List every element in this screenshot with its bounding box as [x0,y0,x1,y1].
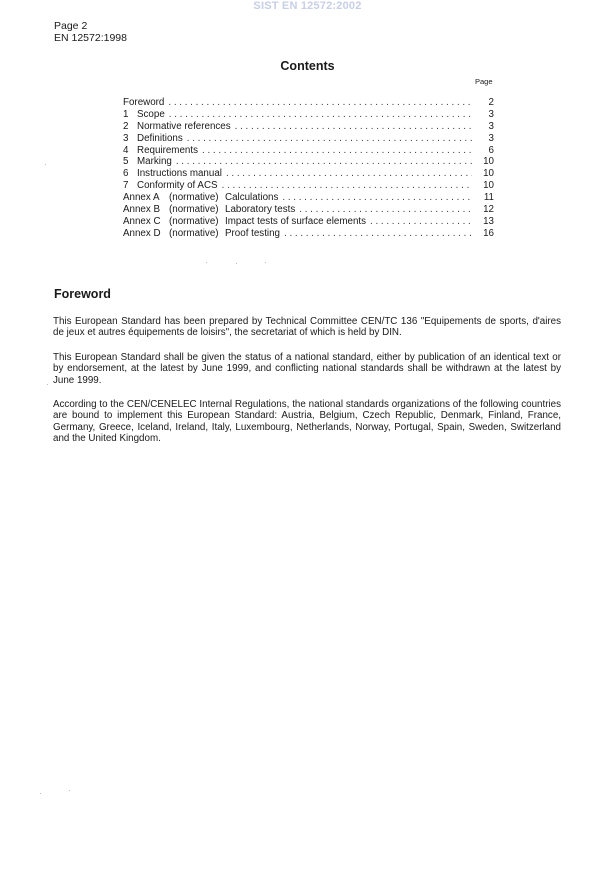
toc-entry-number: 1 [123,108,129,120]
foreword-paragraph: According to the CEN/CENELEC Internal Regulations, the national standards organizations of the following countries are bound to implement this European Standard: Austria, Belgium, Czech Republic, Denmark, Finland, France, Germany, Greece, Iceland, Ireland, Italy, Luxembourg, Netherlands, Norway, Portugal, Spain, Sweden, Switzerland and the United Kingdom. [53,399,561,445]
scan-speck [45,164,46,165]
toc-entry-title: Foreword [123,97,165,108]
toc-leader [176,156,472,168]
toc-entry-number: 7 [123,180,129,192]
toc-annex-label: Annex A [123,192,160,204]
standard-id: EN 12572:1998 [54,32,127,44]
toc-entry-conformity[interactable] [123,180,494,192]
toc-entry-page: 10 [483,168,494,180]
toc-entry-annex-c[interactable] [123,216,494,228]
toc-entry-page: 12 [483,204,494,216]
table-of-contents [123,97,494,240]
contents-title: Contents [280,59,335,73]
toc-entry-title: Instructions manual [137,168,222,180]
toc-leader [169,109,472,121]
toc-entry-title: Requirements [137,144,198,156]
toc-entry-title: Conformity of ACS [137,180,218,192]
toc-entry-page: 2 [488,97,494,108]
toc-entry-title: Calculations [225,192,279,204]
scan-speck [40,793,41,794]
toc-entry-title: Normative references [137,120,231,132]
toc-entry-annex-b[interactable] [123,204,494,216]
toc-leader [370,216,472,228]
toc-entry-page: 6 [488,144,494,156]
toc-entry-title: Marking [137,156,172,168]
watermark: SIST EN 12572:2002 [253,0,362,12]
foreword-heading: Foreword [54,287,111,301]
toc-entry-requirements[interactable] [123,145,494,157]
toc-leader [226,168,472,180]
toc-entry-number: 5 [123,156,129,168]
toc-leader [168,97,472,109]
scan-speck [236,263,237,264]
toc-entry-page: 16 [483,227,494,239]
toc-entry-definitions[interactable] [123,133,494,145]
toc-entry-number: 4 [123,144,129,156]
toc-entry-number: 3 [123,132,129,144]
toc-leader [299,204,472,216]
page-header [54,20,127,44]
toc-leader [284,228,472,240]
scan-speck [206,262,207,263]
toc-entry-page: 11 [483,192,494,204]
toc-entry-page: 13 [483,215,494,227]
toc-annex-label: Annex B [123,204,161,216]
foreword-paragraph: This European Standard has been prepared by Technical Committee CEN/TC 136 "Equipements de sports, d'aires de jeux et autres équipements de loisirs", the secretariat of which is held by DIN. [53,316,561,339]
toc-entry-instructions-manual[interactable] [123,168,494,180]
toc-annex-kind: (normative) [169,204,219,216]
toc-entry-annex-d[interactable] [123,228,494,240]
toc-entry-title: Scope [137,108,165,120]
toc-leader [202,145,472,157]
toc-annex-label: Annex C [123,215,161,227]
toc-annex-kind: (normative) [169,215,219,227]
page-number: Page 2 [54,20,88,32]
toc-entry-page: 3 [488,132,494,144]
toc-leader [222,180,472,192]
toc-annex-label: Annex D [123,227,161,239]
toc-entry-page: 3 [488,120,494,132]
foreword-paragraph: This European Standard shall be given the status of a national standard, either by publication of an identical text or by endorsement, at the latest by June 1999, and conflicting national standards shall be withdrawn at the latest by June 1999. [53,352,561,386]
toc-entry-normative-references[interactable] [123,121,494,133]
page-column-label: Page [475,77,493,86]
toc-leader [282,192,472,204]
toc-entry-title: Definitions [137,132,183,144]
toc-leader [235,121,472,133]
toc-entry-title: Impact tests of surface elements [225,215,367,227]
toc-entry-title: Laboratory tests [225,204,296,216]
toc-entry-title: Proof testing [225,227,281,239]
scan-speck [47,384,48,385]
scan-speck [69,790,70,791]
toc-annex-kind: (normative) [169,227,219,239]
toc-entry-number: 6 [123,168,129,180]
toc-entry-marking[interactable] [123,156,494,168]
toc-annex-kind: (normative) [169,192,219,204]
toc-entry-scope[interactable] [123,109,494,121]
scan-speck [265,262,266,263]
toc-entry-page: 10 [483,156,494,168]
toc-entry-annex-a[interactable] [123,192,494,204]
toc-entry-page: 10 [483,180,494,192]
toc-entry-number: 2 [123,120,129,132]
toc-leader [187,133,472,145]
toc-entry-page: 3 [488,108,494,120]
toc-entry-foreword[interactable] [123,97,494,109]
